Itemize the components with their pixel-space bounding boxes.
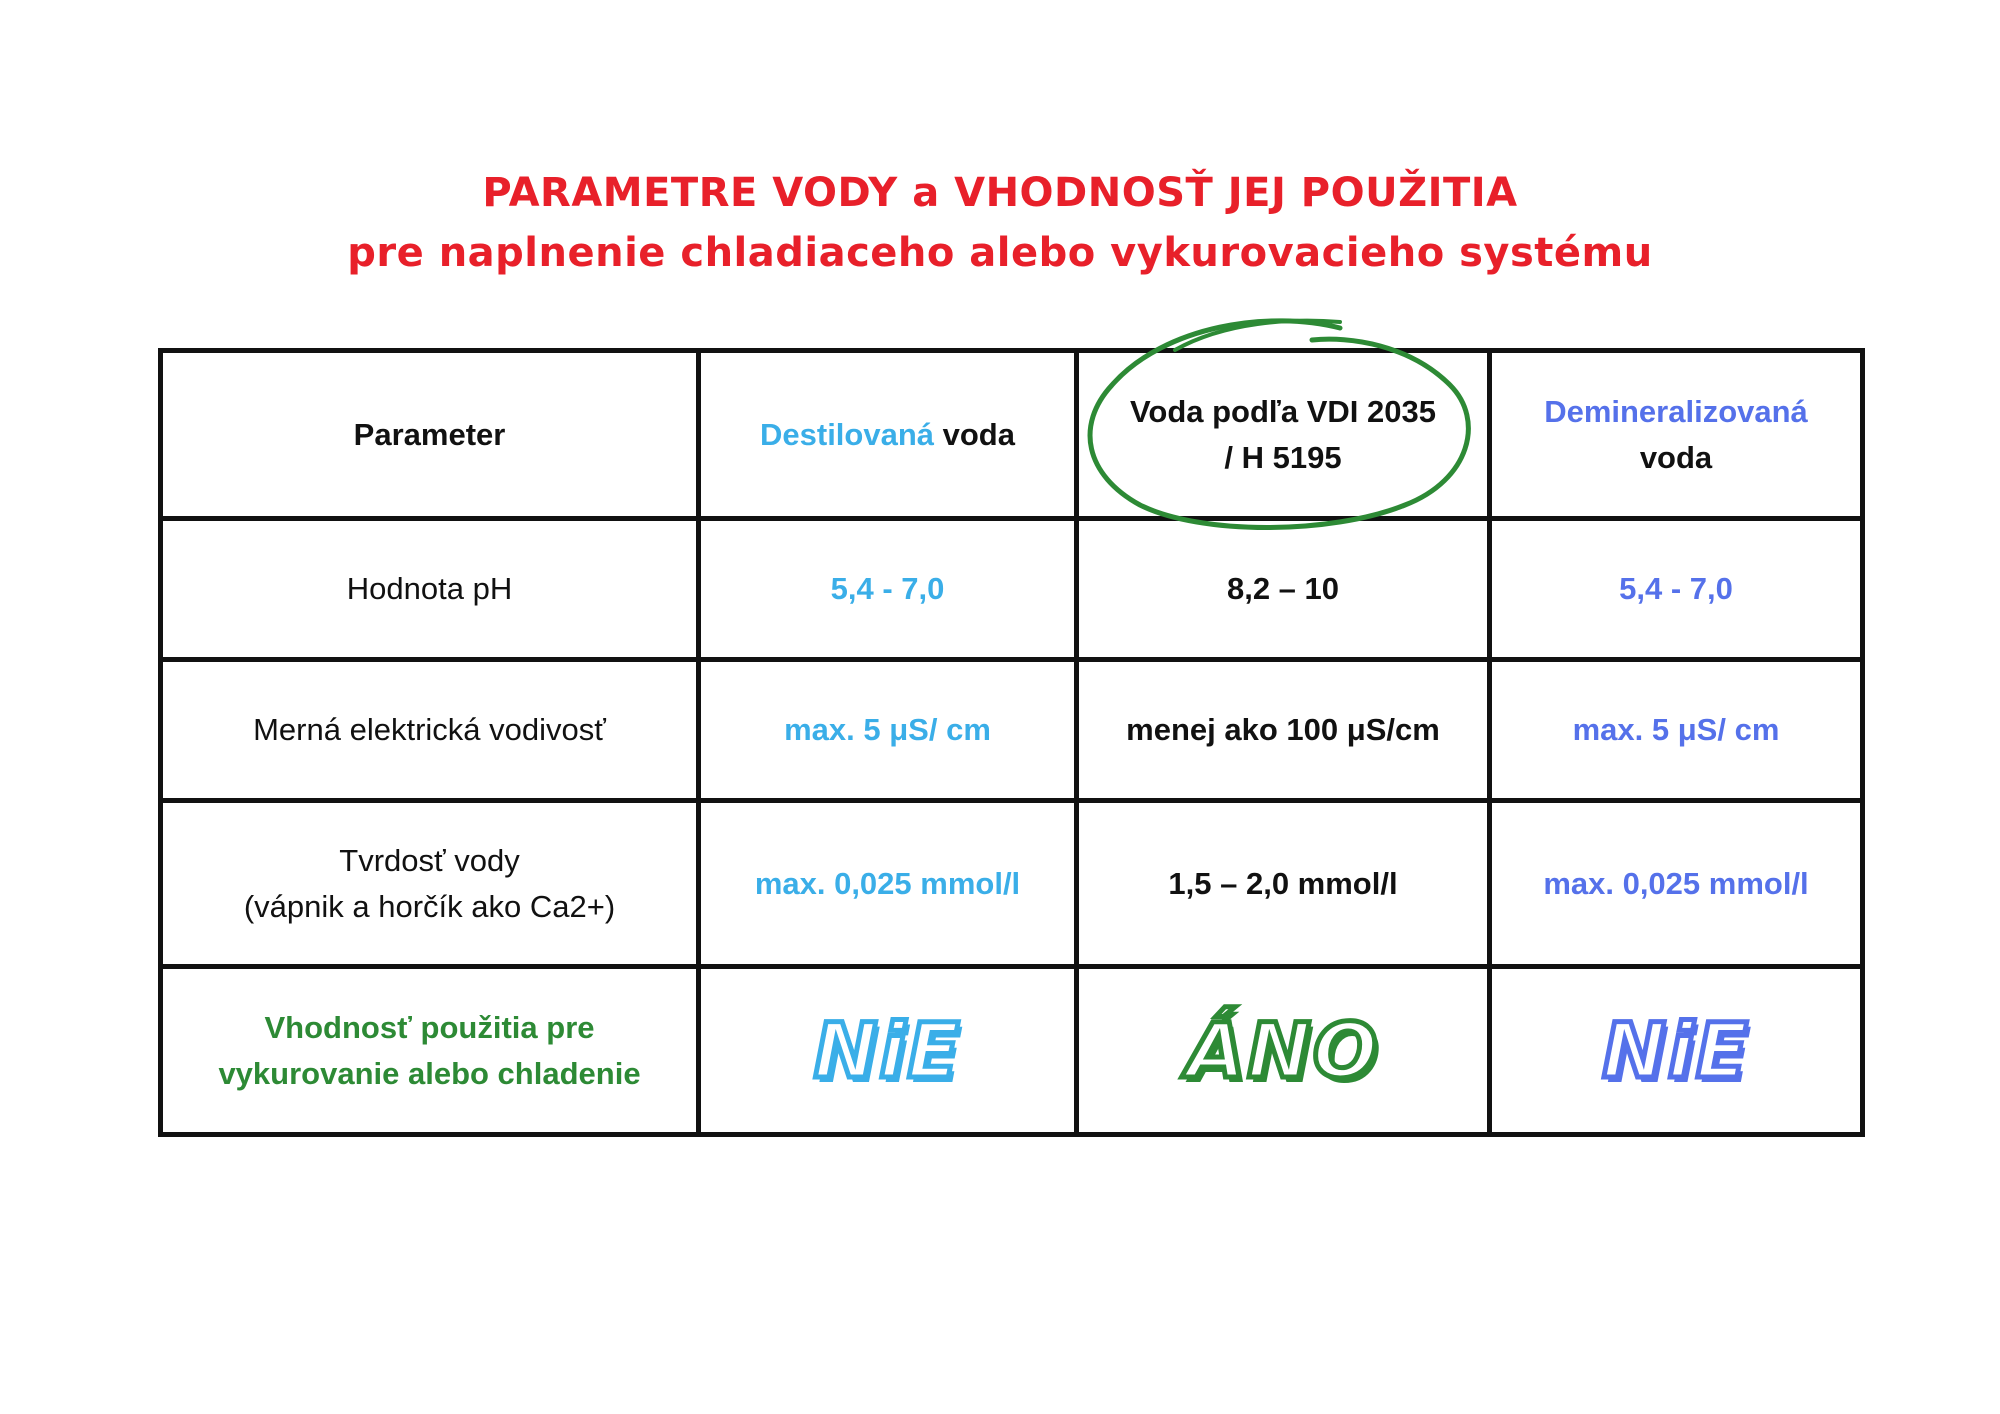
- header-distilled-rest: voda: [934, 416, 1015, 452]
- cell-distilled: [699, 967, 1077, 1135]
- value-distilled: max. 0,025 mmol/l: [754, 865, 1021, 901]
- header-distilled: [699, 351, 1077, 519]
- row-label: [161, 519, 699, 660]
- row-label: [161, 660, 699, 801]
- header-vdi: [1077, 351, 1490, 519]
- cell-demineralized: [1490, 519, 1863, 660]
- cell-distilled: [699, 519, 1077, 660]
- cell-demineralized: [1490, 660, 1863, 801]
- value-demineralized: max. 0,025 mmol/l: [1543, 865, 1809, 901]
- cell-distilled: [699, 660, 1077, 801]
- row-label-subtext: (vápnik a horčík ako Ca2+): [243, 888, 616, 924]
- header-parameter-label: Parameter: [353, 416, 506, 452]
- header-parameter: [161, 351, 699, 519]
- value-vdi: 1,5 – 2,0 mmol/l: [1168, 865, 1398, 901]
- page-title: PARAMETRE VODY a VHODNOSŤ JEJ POUŽITIA: [482, 170, 1518, 216]
- cell-demineralized: [1490, 801, 1863, 967]
- suitability-label-line2: vykurovanie alebo chladenie: [218, 1055, 641, 1091]
- row-label-text: Tvrdosť vody: [339, 842, 520, 878]
- row-label-text: Hodnota pH: [346, 571, 513, 606]
- value-demineralized: 5,4 - 7,0: [1619, 571, 1733, 606]
- header-vdi-line2: / H 5195: [1224, 439, 1342, 475]
- value-distilled: max. 5 μS/ cm: [784, 712, 991, 747]
- no-badge: NiE: [1602, 1005, 1750, 1095]
- suitability-row: [161, 967, 1863, 1135]
- suitability-label: [161, 967, 699, 1135]
- cell-vdi: [1077, 660, 1490, 801]
- header-demin-accent: Demineralizovaná: [1544, 393, 1808, 429]
- table-row: [161, 660, 1863, 801]
- no-badge: NiE: [813, 1005, 962, 1095]
- table-row: [161, 801, 1863, 967]
- value-vdi: 8,2 – 10: [1226, 571, 1340, 606]
- page-subtitle: pre naplnenie chladiaceho alebo vykurovacieho systému: [347, 230, 1653, 276]
- row-label-text: Merná elektrická vodivosť: [253, 712, 606, 747]
- value-distilled: 5,4 - 7,0: [830, 571, 945, 606]
- water-parameters-table: [158, 348, 1865, 1137]
- header-demin-rest: voda: [1639, 439, 1713, 475]
- table-header-row: [161, 351, 1863, 519]
- cell-vdi: [1077, 967, 1490, 1135]
- header-distilled-accent: Destilovaná: [760, 416, 935, 452]
- header-vdi-line1: Voda podľa VDI 2035: [1130, 393, 1436, 429]
- table-row: [161, 519, 1863, 660]
- row-label: [161, 801, 699, 967]
- cell-vdi: [1077, 801, 1490, 967]
- cell-vdi: [1077, 519, 1490, 660]
- header-demineralized: [1490, 351, 1863, 519]
- suitability-label-line1: Vhodnosť použitia pre: [264, 1009, 595, 1045]
- value-demineralized: max. 5 μS/ cm: [1572, 712, 1780, 747]
- value-vdi: menej ako 100 μS/cm: [1126, 712, 1440, 747]
- cell-demineralized: [1490, 967, 1863, 1135]
- cell-distilled: [699, 801, 1077, 967]
- yes-badge: ÁNO: [1186, 1005, 1380, 1095]
